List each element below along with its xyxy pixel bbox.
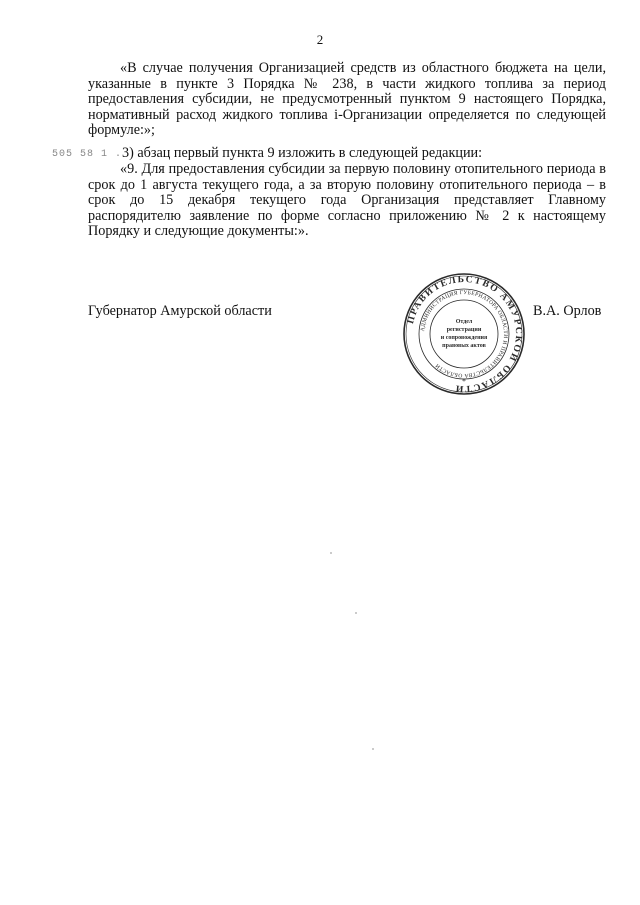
seal-center-line-1: Отдел xyxy=(455,319,473,325)
paragraph-amendment-item-3: 3) абзац первый пункта 9 изложить в следующей редакции: xyxy=(122,145,483,161)
scan-speck xyxy=(355,612,357,614)
seal-inner-text: АДМИНИСТРАЦИЯ ГУБЕРНАТОРА ОБЛАСТИ И ПРАВИТЕЛЬСТВА ОБЛАСТИ xyxy=(420,289,509,379)
seal-outer-text: ПРАВИТЕЛЬСТВО АМУРСКОЙ ОБЛАСТИ xyxy=(405,273,525,395)
seal-center-line-4: правовых актов xyxy=(442,343,486,349)
seal-center-line-3: и сопровождения xyxy=(440,335,488,341)
seal-center-line-2: регистрации xyxy=(446,327,482,333)
svg-text:АДМИНИСТРАЦИЯ ГУБЕРНАТОРА ОБЛА xyxy=(420,290,508,378)
signatory-position: Губернатор Амурской области xyxy=(88,303,272,319)
signatory-name: В.А. Орлов xyxy=(533,303,602,319)
seal-stamp-graphic xyxy=(402,272,526,396)
margin-registration-mark: 505 58 1 . xyxy=(52,149,123,160)
seal-star-icon: * xyxy=(462,377,466,386)
official-seal xyxy=(402,272,526,396)
page-number: 2 xyxy=(316,32,324,47)
paragraph-formula-clause: «В случае получения Организацией средств из областного бюджета на цели, указанные в пункте 3 Порядка № 238, в части жидкого топлива за период предоставления субсидии, не предусмотренный пунктом 9 настоящего Порядка, нормативный расход жидкого топлива i-Организации определяется по следующей формуле:»; xyxy=(88,60,606,139)
scan-speck xyxy=(372,748,374,750)
scan-speck xyxy=(330,552,332,554)
paragraph-clause-9: «9. Для предоставления субсидии за первую половину отопительного периода в срок до 1 августа текущего года, а за вторую половину отопительного периода – в срок до 15 декабря текущего года Организация представляет Главному распорядителю заявление по форме согласно приложению № 2 к настоящему Порядку и следующие документы:». xyxy=(88,161,606,240)
